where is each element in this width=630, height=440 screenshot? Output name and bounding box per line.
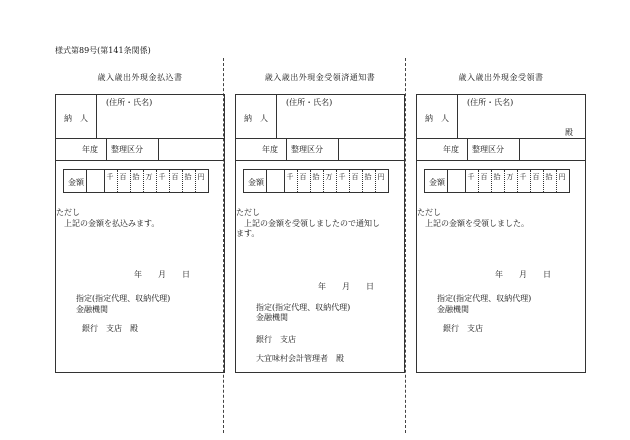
classification-label: 整理区分 <box>472 145 504 154</box>
amount-unit-label: 百 <box>532 173 540 181</box>
date-text: 年 月 日 <box>318 282 374 291</box>
notes-heading: ただし <box>417 208 441 217</box>
amount-unit-label: 百 <box>171 173 179 181</box>
amount-unit-label: 千 <box>286 173 294 181</box>
amount-unit-label: 百 <box>119 173 127 181</box>
amount-unit-label: 百 <box>480 173 488 181</box>
address-label: (住所・氏名) <box>467 98 514 107</box>
row-divider <box>417 138 585 139</box>
fiscal-year-label: 年度 <box>82 145 98 154</box>
amount-label-divider <box>266 170 267 192</box>
payer-label: 納 人 <box>244 114 268 123</box>
institution-line: 金融機関 <box>437 305 469 314</box>
amount-unit-label: 千 <box>106 173 114 181</box>
notes-body-line: 上記の金額を払込みます。 <box>64 219 160 228</box>
classification-label: 整理区分 <box>111 145 143 154</box>
amount-label-divider <box>86 170 87 192</box>
amount-unit-label: 円 <box>558 173 566 181</box>
row-divider <box>236 160 404 161</box>
amount-unit-label: 千 <box>467 173 475 181</box>
bank-branch-line: 銀行 支店 <box>256 335 296 344</box>
amount-unit-label: 千 <box>519 173 527 181</box>
fiscal-year-label: 年度 <box>262 145 278 154</box>
institution-line: 金融機関 <box>256 313 288 322</box>
receipt-form-2 <box>235 0 405 440</box>
class-divider <box>338 138 339 160</box>
amount-unit-label: 百 <box>351 173 359 181</box>
bank-branch-line: 銀行 支店 殿 <box>82 324 138 333</box>
row-divider <box>56 160 224 161</box>
amount-unit-label: 万 <box>145 173 153 181</box>
amount-grid <box>63 169 209 193</box>
amount-unit-label: 千 <box>338 173 346 181</box>
address-label: (住所・氏名) <box>106 98 153 107</box>
honorific-label: 殿 <box>565 128 573 137</box>
year-divider <box>106 138 107 160</box>
amount-label-divider <box>447 170 448 192</box>
form-number-label: 様式第89号(第141条関係) <box>55 46 151 55</box>
date-text: 年 月 日 <box>134 270 190 279</box>
payer-divider <box>457 95 458 138</box>
row-divider <box>417 160 585 161</box>
amount-unit-label: 拾 <box>132 173 140 181</box>
year-divider <box>286 138 287 160</box>
notes-body-line: 上記の金額を受領しましたので通知し <box>244 219 380 228</box>
bank-branch-line: 銀行 支店 <box>443 324 483 333</box>
payer-label: 納 人 <box>425 114 449 123</box>
footer-line: 大宜味村会計管理者 殿 <box>256 354 344 363</box>
institution-line: 金融機関 <box>76 305 108 314</box>
receipt-frame <box>55 94 225 373</box>
receipt-form-1 <box>55 0 225 440</box>
notes-body-line: 上記の金額を受領しました。 <box>425 219 529 228</box>
fiscal-year-label: 年度 <box>443 145 459 154</box>
receipt-title: 歳入歳出外現金受領済通知書 <box>264 73 376 82</box>
payer-divider <box>96 95 97 138</box>
amount-grid <box>243 169 389 193</box>
payer-label: 納 人 <box>64 114 88 123</box>
agent-line: 指定(指定代理、収納代理) <box>437 294 532 303</box>
receipt-form-3 <box>416 0 586 440</box>
receipt-frame <box>235 94 405 373</box>
date-text: 年 月 日 <box>495 270 551 279</box>
payer-divider <box>276 95 277 138</box>
row-divider <box>236 138 404 139</box>
notes-heading: ただし <box>56 208 80 217</box>
receipt-title: 歳入歳出外現金払込書 <box>97 73 183 82</box>
amount-unit-label: 拾 <box>545 173 553 181</box>
amount-unit-label: 百 <box>299 173 307 181</box>
cut-line-2 <box>405 58 406 433</box>
address-label: (住所・氏名) <box>286 98 333 107</box>
class-divider <box>158 138 159 160</box>
amount-label: 金額 <box>429 178 445 187</box>
amount-unit-label: 円 <box>197 173 205 181</box>
amount-unit-label: 万 <box>325 173 333 181</box>
year-divider <box>467 138 468 160</box>
receipt-frame <box>416 94 586 373</box>
receipt-title: 歳入歳出外現金受領書 <box>458 73 544 82</box>
amount-grid <box>424 169 570 193</box>
agent-line: 指定(指定代理、収納代理) <box>76 294 171 303</box>
notes-heading: ただし <box>236 208 260 217</box>
notes-body-line: ます。 <box>236 229 260 238</box>
amount-label: 金額 <box>248 178 264 187</box>
amount-unit-label: 万 <box>506 173 514 181</box>
amount-unit-label: 円 <box>377 173 385 181</box>
amount-unit-label: 拾 <box>493 173 501 181</box>
amount-unit-label: 拾 <box>364 173 372 181</box>
amount-unit-label: 千 <box>158 173 166 181</box>
agent-line: 指定(指定代理、収納代理) <box>256 303 351 312</box>
amount-label: 金額 <box>68 178 84 187</box>
amount-unit-label: 拾 <box>184 173 192 181</box>
class-divider <box>519 138 520 160</box>
classification-label: 整理区分 <box>291 145 323 154</box>
row-divider <box>56 138 224 139</box>
amount-unit-label: 拾 <box>312 173 320 181</box>
